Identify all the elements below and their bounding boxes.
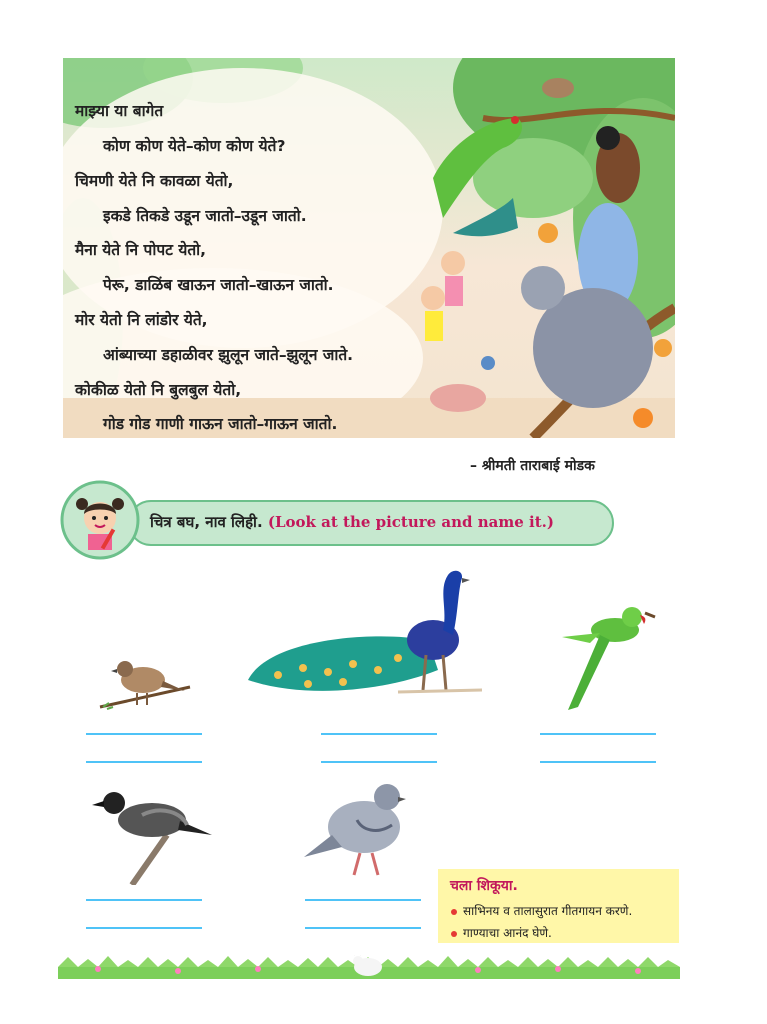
sparrow-image (95, 645, 195, 715)
instruction-marathi: चित्र बघ, नाव लिही. (150, 513, 263, 531)
poem-line-3: चिमणी येते नि कावळा येतो, (75, 172, 234, 190)
answer-line[interactable] (540, 733, 656, 735)
answer-line[interactable] (86, 761, 202, 763)
poem-author: – श्रीमती ताराबाई मोडक (470, 458, 595, 474)
learn-item: गाण्याचा आनंद घेणे. (451, 924, 552, 941)
poem-line-10: गोड गोड गाणी गाऊन जातो–गाऊन जातो. (103, 415, 338, 433)
poem-line-1: माझ्या या बागेत (75, 102, 164, 120)
lets-learn-title: चला शिकूया. (450, 878, 518, 894)
answer-line[interactable] (321, 761, 437, 763)
answer-line[interactable] (305, 927, 421, 929)
parrot-image (560, 595, 660, 715)
answer-line[interactable] (86, 927, 202, 929)
answer-line[interactable] (321, 733, 437, 735)
girl-mascot-icon (60, 480, 140, 560)
pigeon-image (302, 775, 412, 880)
poem-line-9: कोकीळ येतो नि बुलबुल येतो, (75, 381, 242, 399)
answer-line[interactable] (86, 899, 202, 901)
poem-line-8: आंब्याच्या डहाळीवर झुलून जाते–झुलून जाते. (103, 346, 354, 364)
bullet-icon (451, 931, 457, 937)
poem-line-2: कोण कोण येते–कोण कोण येते? (103, 137, 286, 155)
bullet-icon (451, 909, 457, 915)
learn-item: साभिनय व तालासुरात गीतगायन करणे. (451, 902, 632, 919)
instruction-text (150, 512, 554, 532)
poem-line-6: पेरू, डाळिंब खाऊन जातो–खाऊन जातो. (103, 276, 334, 294)
peacock-image (248, 560, 482, 710)
answer-line[interactable] (86, 733, 202, 735)
poem-line-5: मैना येते नि पोपट येतो, (75, 241, 207, 259)
instruction-english: (Look at the picture and name it.) (267, 513, 554, 531)
poem-line-4: इकडे तिकडे उडून जातो–उडून जातो. (103, 207, 307, 225)
answer-line[interactable] (540, 761, 656, 763)
crow-image (92, 785, 217, 885)
answer-line[interactable] (305, 899, 421, 901)
poem-line-7: मोर येतो नि लांडोर येते, (75, 311, 208, 329)
grass-border-decoration (58, 955, 680, 983)
